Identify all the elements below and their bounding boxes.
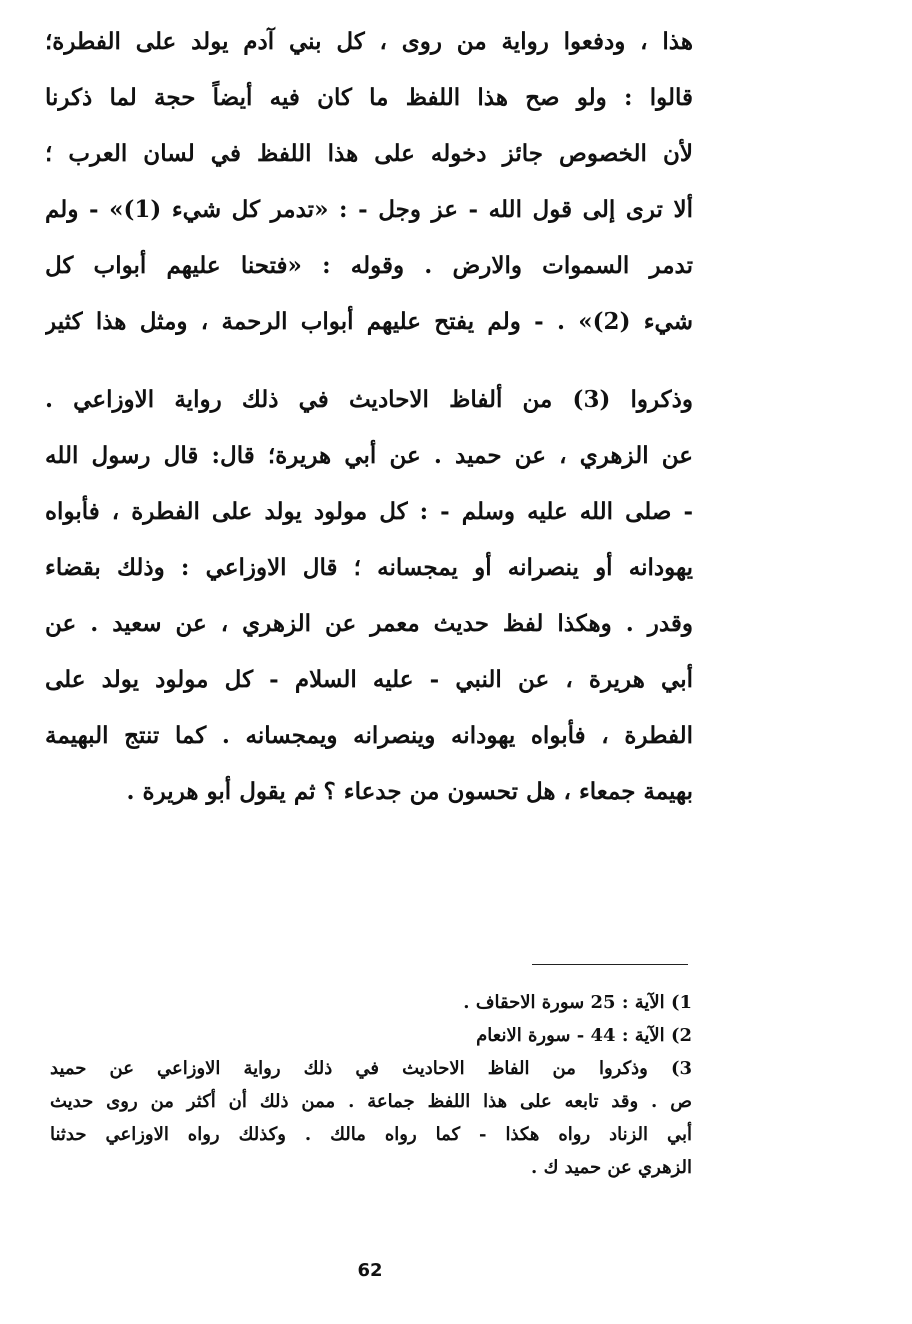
text-line: قالوا : ولو صح هذا اللفظ ما كان فيه أيضاً حجة لما ذكرنا [45,84,693,111]
paragraph-gap [45,350,693,372]
text-line: وذكروا (3) من ألفاظ الاحاديث في ذلك رواية الاوزاعي . [45,386,693,413]
paragraph-2 [45,372,693,820]
text-line: شيء (2)» . - ولم يفتح عليهم أبواب الرحمة ، ومثل هذا كثير [45,308,693,335]
footnote-2: 2) الآية : 44 - سورة الانعام [476,1025,692,1046]
text-line: الفطرة ، فأبواه يهودانه وينصرانه ويمجسانه . كما تنتج البهيمة [45,722,693,749]
footnotes-block [50,986,692,1184]
text-line: وقدر . وهكذا لفظ حديث معمر عن الزهري ، عن سعيد . عن [45,610,693,637]
main-text-block [45,14,693,820]
text-line: هذا ، ودفعوا رواية من روى ، كل بني آدم يولد على الفطرة؛ [45,28,693,55]
footnote-3-line: 3) وذكروا من الفاظ الاحاديث في ذلك رواية الاوزاعي عن حميد [50,1058,692,1079]
page-number: 62 [357,1260,383,1281]
text-line: ألا ترى إلى قول الله - عز وجل - : «تدمر كل شيء (1)» - ولم [45,196,693,223]
text-line: يهودانه أو ينصرانه أو يمجسانه ؛ قال الاوزاعي : وذلك بقضاء [45,554,693,581]
footnote-3-line: الزهري عن حميد ك . [531,1157,692,1178]
text-line: أبي هريرة ، عن النبي - عليه السلام - كل مولود يولد على [45,666,693,693]
text-line: لأن الخصوص جائز دخوله على هذا اللفظ في لسان العرب ؛ [45,140,693,167]
text-line: عن الزهري ، عن حميد . عن أبي هريرة؛ قال: قال رسول الله [45,442,693,469]
footnote-3-line: أبي الزناد رواه هكذا - كما رواه مالك . وكذلك رواه الاوزاعي حدثنا [50,1124,692,1145]
footnote-divider [532,964,688,965]
footnote-3-line: ص . وقد تابعه على هذا اللفظ جماعة . ممن ذلك أن أكثر من روى حديث [50,1091,692,1112]
text-line: بهيمة جمعاء ، هل تحسون من جدعاء ؟ ثم يقول أبو هريرة . [126,778,693,805]
text-line: - صلى الله عليه وسلم - : كل مولود يولد على الفطرة ، فأبواه [45,498,693,525]
text-line: تدمر السموات والارض . وقوله : «فتحنا عليهم أبواب كل [45,252,693,279]
paragraph-1 [45,14,693,350]
footnote-1: 1) الآية : 25 سورة الاحقاف . [463,992,692,1013]
